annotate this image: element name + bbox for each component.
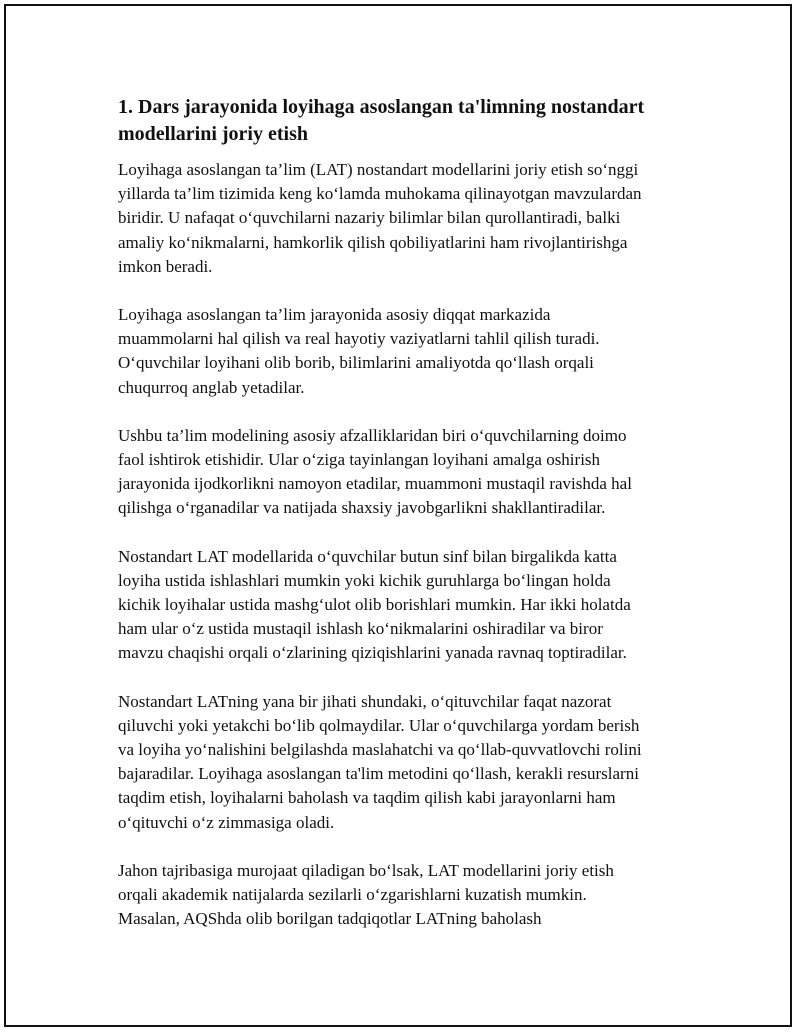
document-body: [118, 94, 690, 931]
paragraph: Loyihaga asoslangan ta’lim jarayonida asosiy diqqat markazida muammolarni hal qilish va real hayotiy vaziyatlarni tahlil qilish turadi. O‘quvchilar loyihani olib borib, bilimlarini amaliyotda qo‘llash orqali chuqurroq anglab yetadilar.: [118, 305, 600, 397]
paragraph: Jahon tajribasiga murojaat qiladigan bo‘lsak, LAT modellarini joriy etish orqali akademik natijalarda sezilarli o‘zgarishlarni kuzatish mumkin. Masalan, AQShda olib borilgan tadqiqotlar LATning baholash: [118, 860, 614, 929]
paragraph: Ushbu ta’lim modelining asosiy afzalliklaridan biri o‘quvchilarning doimo faol ishtirok etishidir. Ular o‘ziga tayinlangan loyihani amalga oshirish jarayonida ijodkorlikni namoyon etadilar, muammoni mustaqil ravishda hal qilishga o‘rganadilar va natijada shaxsiy javobgarlikni shakllantiradilar.: [118, 425, 632, 518]
paragraph: Loyihaga asoslangan ta’lim (LAT) nostandart modellarini joriy etish so‘nggi yillarda ta’lim tizimida keng ko‘lamda muhokama qilinayotgan mavzulardan biridir. U nafaqat o‘quvchilarni nazariy bilimlar bilan qurollantiradi, balki amaliy ko‘nikmalarni, hamkorlik qilish qobiliyatlarini ham rivojlantirishga imkon beradi.: [118, 160, 642, 276]
paragraph: Nostandart LATning yana bir jihati shundaki, o‘qituvchilar faqat nazorat qiluvchi yoki yetakchi bo‘lib qolmaydilar. Ular o‘quvchilarga yordam berish va loyiha yo‘nalishini belgilashda maslahatchi va qo‘llab-quvvatlovchi rolini bajaradilar. Loyihaga asoslangan ta'lim metodini qo‘llash, kerakli resurslarni taqdim etish, loyihalarni baholash va taqdim qilish kabi jarayonlarni ham o‘qituvchi o‘z zimmasiga oladi.: [118, 691, 642, 832]
paragraph: Nostandart LAT modellarida o‘quvchilar butun sinf bilan birgalikda katta loyiha ustida ishlashlari mumkin yoki kichik guruhlarga bo‘lingan holda kichik loyihalar ustida mashg‘ulot olib borishlari mumkin. Har ikki holatda ham ular o‘z ustida mustaqil ishlash ko‘nikmalarini oshiradilar va biror mavzu chaqishi orqali o‘zlarining qiziqishlarini yanada ravnaq toptiradilar.: [118, 546, 631, 663]
section-heading: 1. Dars jarayonida loyihaga asoslangan ta'limning nostandart modellarini joriy etish: [118, 96, 645, 145]
